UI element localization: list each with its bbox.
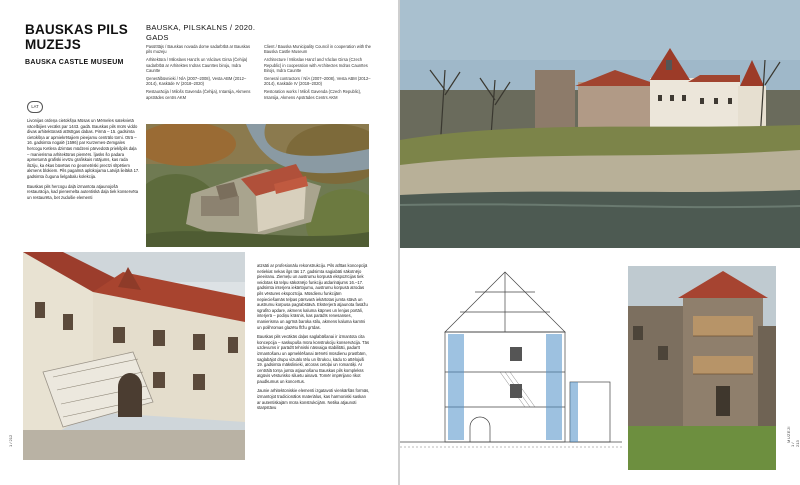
tower-section-drawing — [400, 252, 622, 472]
paragraph: Bauskas pils vecākās daļas saglabāšanai ir izmantota cita koncepcija – saskupuša mūra konstrukciju konservācija. Tās uzdevums ir parādīt tehniski nāsvaiga stabilitāti, padarīt izmantošanu un apmeklēšanai ārēnēti mūsdienu prasībām, saglabājot drupu vizuālo tēlu un štrukcu, kādu to attēlojuši 19. gadsimta mākslinieki, aīcoras cetoļai un romantiķi. Ar centrālā torņa jumta atjaunošanu Bauskas pils komplekss atgūvis vēsturisko siluetu ainavā. Tomēr impērijano rikot paudkumus un koncertus. — [257, 334, 370, 384]
credits-latvian — [146, 44, 256, 103]
credit-line: Restoration works / Miloš Gavenda (Czech Republic), Intarsija, Akmens Apstrādes Centrs AKM — [264, 89, 362, 100]
language-badge: LAT — [27, 101, 43, 113]
credit-line: Arhitektūra / Miloslavs Hanzls un Václavs Girsa (Čehija) sadarbībā ar Arhitektes Indras Caunītes biroju, Indra Caunīte — [146, 57, 248, 73]
body-text-column-1 — [27, 118, 140, 204]
aerial-castle-illustration — [146, 124, 369, 247]
paragraph: Jaunie arhitektoniskie elementi izgatavoti vienkāršās formās, izmantojot tradicionālos materiālus, kas harmoniski saskan ar autentiskajām mūra konstrukcijām. Netika atjaunoti starpstāvu — [257, 388, 370, 411]
credit-line: Client / Bauska Municipality Council in cooperation with the Bauska Castle Museum — [264, 44, 371, 55]
left-page — [0, 0, 398, 485]
credit-line: Ģenerālbūvnieki / NĪA (2007–2008), Vesta ABM (2012–2014), Kaskāde IV (2018–2020) — [146, 76, 247, 87]
right-page — [400, 0, 800, 485]
aerial-castle-photo — [146, 124, 369, 247]
credit-line: Architecture / Miloslav Hanzl and Václav Girsa (Czech Republic) in cooperation with Architectes Indras Caunītes Birojs, Indra Caunīte — [264, 57, 368, 73]
castle-river-photo — [400, 0, 800, 248]
section-label: MUZEJI — [786, 426, 791, 443]
paragraph: Bauskas pils hercogu daļā izmantota atjaunojošā restaurācija, kad pienemelta autentiskā daļa tiek konservēta un restaurēta, bet zudušie elementi — [27, 183, 139, 200]
body-text-column-2 — [257, 263, 370, 415]
paragraph: Livonijas ordeņa cietokšņa Mūsas un Mēmeles satekvietā vācelbijies vecāks par 1443. gadā. Bauskas pils mūrs viddo divas arhitektūrasti attīstīgas dabas. Pirmā – 15. gadsimta cietokšņa ar apmiekrētajiem pieejamu centrālo torni. Otrā – 16. gadsimta nogalē (1596) par Kurzemes-Zemgales hercogu Ketlera dzimtas mūdzeni pārvedotā priekšpils daļa – manierisma arhitektūras piemērs. Ījasks šo padara apmetumā grafiski ievīzu grafiskais rotājums, kas rada ilūziju, ka ēkas būvētas no ģeometriski precīzi slīpētiem akmens blokiem. Pils pagalmā aplūkojama Latvijā lielākā 17. gadsimta čuguna lielgabalu kolekcija. — [27, 118, 140, 179]
courtyard-photo — [23, 252, 245, 460]
paragraph: atzsāti ar profesionālu rekonstrukciju. Pils atlītas koncepcijā netiekiat nekas ilgs tās 17. gadsimta sagiabāti sākotnējo pieeiranu. Ziemeļu un austrumu korpusā ekspozīcijas tiek veidotas kā telpu sākotnējo funkciju atdarinājums 16.–17. gadsimta interjera iekārtojumu, austrumu korpusā atrodas pils vēstures ekspozīcija. Mūsdienu funkcijām nepieciešamās telpas pārsvarā iekārtotas jumta stāvā un austrumu korpusa pagrabstāvā. Eksterjerā atjaunota fasāžu sgrafito apdare, akmens kaluma kāpnes un lenjas portāli, interjerā – podiņu krāsnis, kas parādīs renesanses, manierisma un agrīnā baroka stilu, akmens kaluma kamīni un polihromas glazētu flīžu grīdas. — [257, 263, 368, 330]
page-title: BAUSKAS PILS MUZEJS — [25, 22, 128, 52]
courtyard-illustration — [23, 252, 245, 460]
tower-section-illustration — [400, 252, 622, 472]
location-year: BAUSKA, PILSKALNS / 2020. GADS — [146, 23, 256, 42]
page-subtitle: BAUSKA CASTLE MUSEUM — [25, 59, 124, 66]
credits-english — [264, 44, 374, 103]
ruins-tower-illustration — [628, 266, 776, 470]
castle-river-illustration — [400, 0, 800, 248]
ruins-tower-photo — [628, 266, 776, 470]
page-number-right: 1 / 213 — [790, 440, 800, 447]
credit-line: Restaurācija / Milošs Gavenda (Čehija), Intarsija, Akmens apstrādes centrs AKM — [146, 89, 251, 100]
credit-line: General contractors / NĪA (2007–2008), Vesta ABM (2012–2014), Kaskāde IV (2018–2020) — [264, 76, 371, 87]
page-number-left: 1 / 212 — [8, 434, 13, 447]
credit-line: Pasūtītājs / Bauskas novada dome sadarbībā ar Bauskas pils muzeju — [146, 44, 250, 55]
